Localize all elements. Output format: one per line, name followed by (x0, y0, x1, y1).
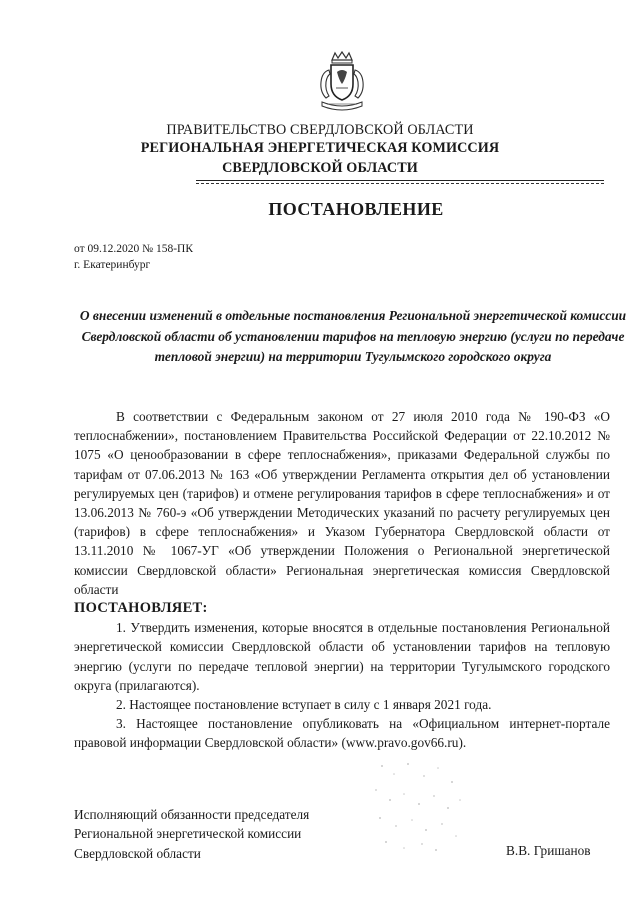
faint-stamp-icon (364, 756, 474, 856)
signatory-position-line3: Свердловской области (74, 845, 201, 861)
document-body (74, 407, 610, 753)
preamble-paragraph: В соответствии с Федеральным законом от 27 июля 2010 года № 190-ФЗ «О теплоснабжении», постановлением Правительства Российской Федерации от 22.10.2012 № 1075 «О ценообразовании в сфере теплоснабжения», приказами Федеральной службы по тарифам от 07.06.2013 № 163 «Об утверждении Регламента открытия дел об установлении регулируемых цен (тарифов) и отмене регулирования тарифов в сфере теплоснабжения» и от 13.06.2013 № 760-э «Об утверждении Методических указаний по расчету регулируемых цен (тарифов) в сфере теплоснабжения» и Указом Губернатора Свердловской области от 13.11.2010 № 1067-УГ «Об утверждении Положения о Региональной энергетической комиссии Свердловской области» Региональная энергетическая комиссия Свердловской области (74, 409, 610, 597)
coat-of-arms-icon (314, 50, 370, 114)
decree-item-1: 1. Утвердить изменения, которые вносятся в отдельные постановления Региональной энергетической комиссии Свердловской области об установлении тарифов на тепловую энергию (услуги по передаче тепловой энергии) на территории Тугулымского городского округа (прилагаются). (74, 620, 610, 693)
document-title: ПОСТАНОВЛЕНИЕ (268, 199, 444, 219)
signatory-position-line2: Региональной энергетической комиссии (74, 826, 302, 842)
decree-heading: ПОСТАНОВЛЯЕТ: (74, 600, 208, 617)
signatory-name: В.В. Гришанов (506, 843, 591, 858)
decree-item-2: 2. Настоящее постановление вступает в силу с 1 января 2021 года. (116, 697, 492, 713)
commission-name: РЕГИОНАЛЬНАЯ ЭНЕРГЕТИЧЕСКАЯ КОМИССИЯ (140, 140, 500, 156)
decree-item-3: 3. Настоящее постановление опубликовать на «Официальном интернет-портале правовой информации Свердловской области» (www.pravo.gov66.ru). (74, 716, 610, 751)
header-divider (196, 180, 604, 181)
signatory-position-line1: Исполняющий обязанности председателя (74, 807, 310, 822)
signatory-position (74, 805, 309, 863)
document-subject: О внесении изменений в отдельные постановления Региональной энергетической комиссии Свердловской области об установлении тарифов на тепловую энергию (услуги по передаче тепловой энергии) на территории Тугулымского городского округа (79, 308, 627, 364)
region-name: СВЕРДЛОВСКОЙ ОБЛАСТИ (222, 160, 418, 176)
document-city: г. Екатеринбург (74, 259, 151, 271)
government-name: ПРАВИТЕЛЬСТВО СВЕРДЛОВСКОЙ ОБЛАСТИ (166, 122, 474, 138)
document-date-number: от 09.12.2020 № 158-ПК (74, 243, 194, 255)
header-divider-dotted (196, 183, 604, 184)
